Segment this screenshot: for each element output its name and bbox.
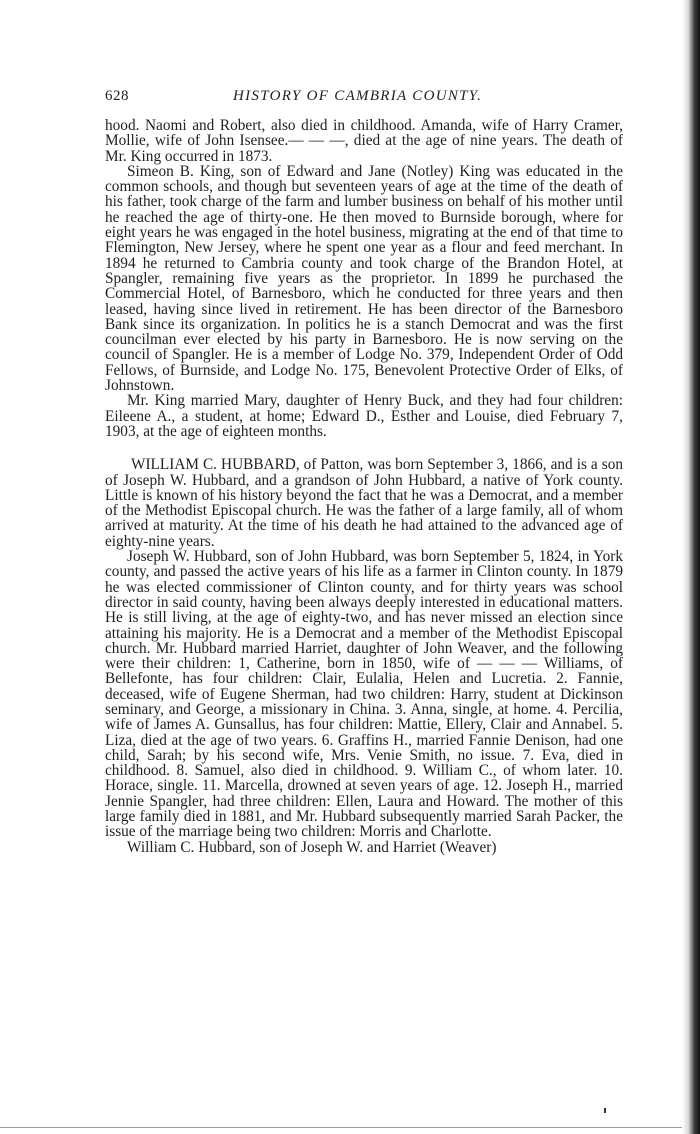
page-edge-shadow bbox=[682, 0, 700, 1134]
page-header bbox=[105, 88, 605, 110]
paragraph-william-hubbard: WILLIAM C. HUBBARD, of Patton, was born September 3, 1866, and is a son of Joseph W. Hubbard, and a grandson of John Hubbard, a native of York county. Little is known of his history beyond the fact that he was a Democrat, and a member of the Methodist Episcopal church. He was the father of a large family, all of whom arrived at maturity. At the time of his death he had attained to the advanced age of eighty-nine years. bbox=[105, 456, 623, 550]
running-title: HISTORY OF CAMBRIA COUNTY. bbox=[233, 88, 483, 104]
section-gap bbox=[105, 439, 623, 457]
print-mark bbox=[604, 1108, 606, 1113]
paragraph-continuation: hood. Naomi and Robert, also died in childhood. Amanda, wife of Harry Cramer, Mollie, wife of John Isensee.— — —, died at the age of nine years. The death of Mr. King occurred in 1873. bbox=[105, 117, 623, 165]
paragraph-king-marriage: Mr. King married Mary, daughter of Henry Buck, and they had four children: Eileene A., a student, at home; Edward D., Esther and Louise, died February 7, 1903, at the age of eighteen months. bbox=[105, 392, 623, 440]
body-text bbox=[105, 118, 623, 855]
bottom-rule bbox=[0, 1127, 682, 1128]
paragraph-simeon-king: Simeon B. King, son of Edward and Jane (Notley) King was educated in the common schools, and though but seventeen years of age at the time of the death of his father, took charge of the farm and lumber business on behalf of his mother until he reached the age of thirty-one. He then moved to Burnside borough, where for eight years he was engaged in the hotel business, migrating at the end of that time to Flemington, New Jersey, where he spent one year as a flour and feed merchant. In 1894 he returned to Cambria county and took charge of the Brandon Hotel, at Spangler, remaining five years as the proprietor. In 1899 he purchased the Commercial Hotel, of Barnesboro, which he conducted for three years and then leased, having since lived in retirement. He has been director of the Barnesboro Bank since its organization. In politics he is a stanch Democrat and was the first councilman ever elected by his party in Barnesboro. He is now serving on the council of Spangler. He is a member of Lodge No. 379, Independent Order of Odd Fellows, of Burnside, and Lodge No. 175, Benevolent Protective Order of Elks, of Johnstown. bbox=[105, 162, 623, 395]
paragraph-joseph-hubbard: Joseph W. Hubbard, son of John Hubbard, was born September 5, 1824, in York county, and passed the active years of his life as a farmer in Clinton county. In 1879 he was elected commissioner of Clinton county, and for thirty years was school director in said county, having been always deeply interested in educational matters. He is still living, at the age of eighty-two, and has never missed an election since attaining his majority. He is a Democrat and a member of the Methodist Episcopal church. Mr. Hubbard married Harriet, daughter of John Weaver, and the following were their children: 1, Catherine, born in 1850, wife of — — — Williams, of Bellefonte, has four children: Clair, Eulalia, Helen and Lucretia. 2. Fannie, deceased, wife of Eugene Sherman, had two children: Harry, student at Dickinson seminary, and George, a missionary in China. 3. Anna, single, at home. 4. Percilia, wife of James A. Gunsallus, has four children: Mattie, Ellery, Clair and Annabel. 5. Liza, died at the age of two years. 6. Graffins H., married Fannie Denison, had one child, Sarah; by his second wife, Mrs. Venie Smith, no issue. 7. Eva, died in childhood. 8. Samuel, also died in childhood. 9. William C., of whom later. 10. Horace, single. 11. Marcella, drowned at seven years of age. 12. Joseph H., married Jennie Spangler, had three children: Ellen, Laura and Howard. The mother of this large family died in 1881, and Mr. Hubbard subsequently married Sarah Packer, the issue of the marriage being two children: Morris and Charlotte. bbox=[105, 548, 623, 841]
page-number: 628 bbox=[105, 88, 129, 104]
paragraph-william-hubbard-son: William C. Hubbard, son of Joseph W. and Harriet (Weaver) bbox=[127, 838, 497, 856]
